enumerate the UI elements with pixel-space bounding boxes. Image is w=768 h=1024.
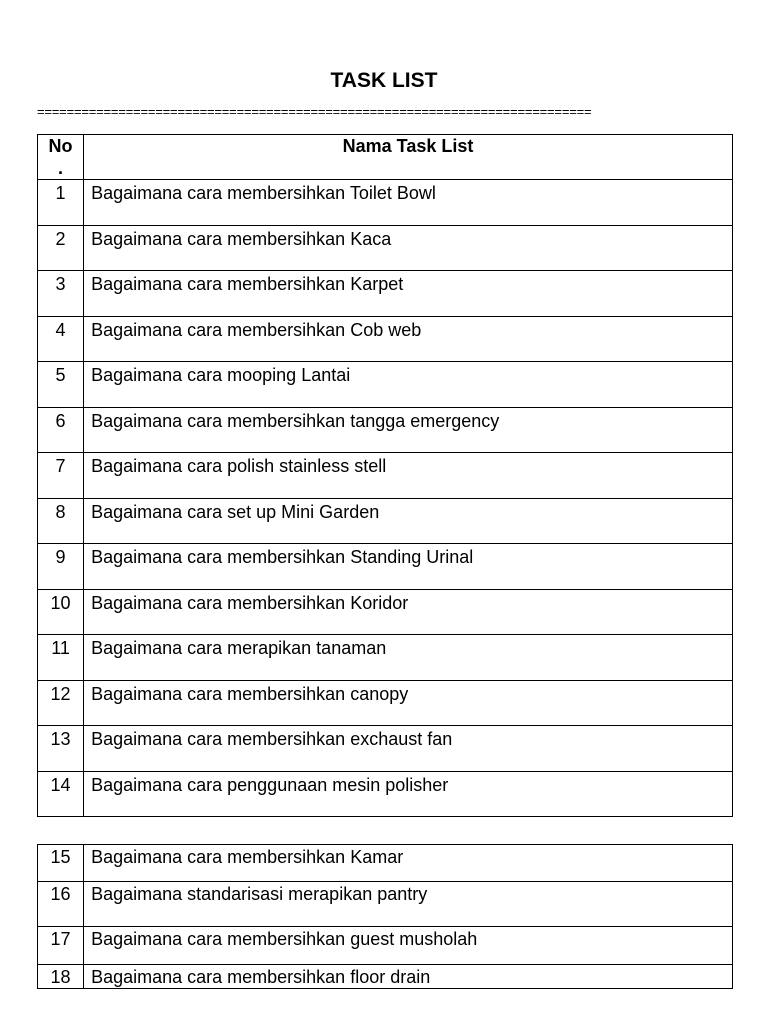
- table-row: [38, 589, 733, 635]
- task-number: 4: [38, 316, 84, 362]
- table-row: [38, 771, 733, 817]
- table-row: [38, 965, 733, 989]
- task-number: 18: [38, 965, 84, 989]
- page-title: TASK LIST: [330, 69, 438, 92]
- task-table-continued: [37, 844, 733, 989]
- separator-line: ===========================================================================: [37, 104, 592, 119]
- task-name: Bagaimana cara polish stainless stell: [84, 453, 733, 499]
- task-number: 3: [38, 271, 84, 317]
- task-name: Bagaimana cara membersihkan tangga emergency: [84, 407, 733, 453]
- task-name: Bagaimana cara mooping Lantai: [84, 362, 733, 408]
- header-name: Nama Task List: [84, 135, 733, 180]
- task-name: Bagaimana standarisasi merapikan pantry: [84, 882, 733, 927]
- task-number: 6: [38, 407, 84, 453]
- header-no-line2: .: [58, 158, 64, 178]
- table-row: [38, 271, 733, 317]
- task-number: 13: [38, 726, 84, 772]
- table-row: [38, 726, 733, 772]
- task-number: 9: [38, 544, 84, 590]
- header-no-line1: No: [48, 136, 73, 156]
- task-name: Bagaimana cara membersihkan floor drain: [84, 965, 733, 989]
- task-number: 2: [38, 225, 84, 271]
- task-number: 1: [38, 180, 84, 226]
- task-number: 14: [38, 771, 84, 817]
- task-name: Bagaimana cara membersihkan Karpet: [84, 271, 733, 317]
- task-name: Bagaimana cara set up Mini Garden: [84, 498, 733, 544]
- table-row: [38, 453, 733, 499]
- task-number: 5: [38, 362, 84, 408]
- table-row: [38, 927, 733, 965]
- task-table-continued-body: [38, 845, 733, 989]
- task-name: Bagaimana cara merapikan tanaman: [84, 635, 733, 681]
- table-row: [38, 882, 733, 927]
- task-name: Bagaimana cara membersihkan Cob web: [84, 316, 733, 362]
- table-row: [38, 407, 733, 453]
- task-name: Bagaimana cara membersihkan exchaust fan: [84, 726, 733, 772]
- task-name: Bagaimana cara membersihkan Koridor: [84, 589, 733, 635]
- task-number: 10: [38, 589, 84, 635]
- task-number: 16: [38, 882, 84, 927]
- table-row: [38, 635, 733, 681]
- task-number: 8: [38, 498, 84, 544]
- task-table-body: [38, 180, 733, 817]
- task-name: Bagaimana cara membersihkan guest musholah: [84, 927, 733, 965]
- task-number: 17: [38, 927, 84, 965]
- table-row: [38, 362, 733, 408]
- table-row: [38, 845, 733, 882]
- task-number: 7: [38, 453, 84, 499]
- task-name: Bagaimana cara membersihkan Standing Urinal: [84, 544, 733, 590]
- task-name: Bagaimana cara penggunaan mesin polisher: [84, 771, 733, 817]
- task-name: Bagaimana cara membersihkan Toilet Bowl: [84, 180, 733, 226]
- task-table: [37, 134, 733, 817]
- table-row: [38, 544, 733, 590]
- task-name: Bagaimana cara membersihkan canopy: [84, 680, 733, 726]
- table-header-row: [38, 135, 733, 180]
- task-number: 12: [38, 680, 84, 726]
- table-row: [38, 498, 733, 544]
- table-row: [38, 225, 733, 271]
- task-number: 15: [38, 845, 84, 882]
- task-name: Bagaimana cara membersihkan Kaca: [84, 225, 733, 271]
- header-no: [38, 135, 84, 180]
- table-row: [38, 180, 733, 226]
- table-row: [38, 316, 733, 362]
- task-name: Bagaimana cara membersihkan Kamar: [84, 845, 733, 882]
- task-number: 11: [38, 635, 84, 681]
- table-row: [38, 680, 733, 726]
